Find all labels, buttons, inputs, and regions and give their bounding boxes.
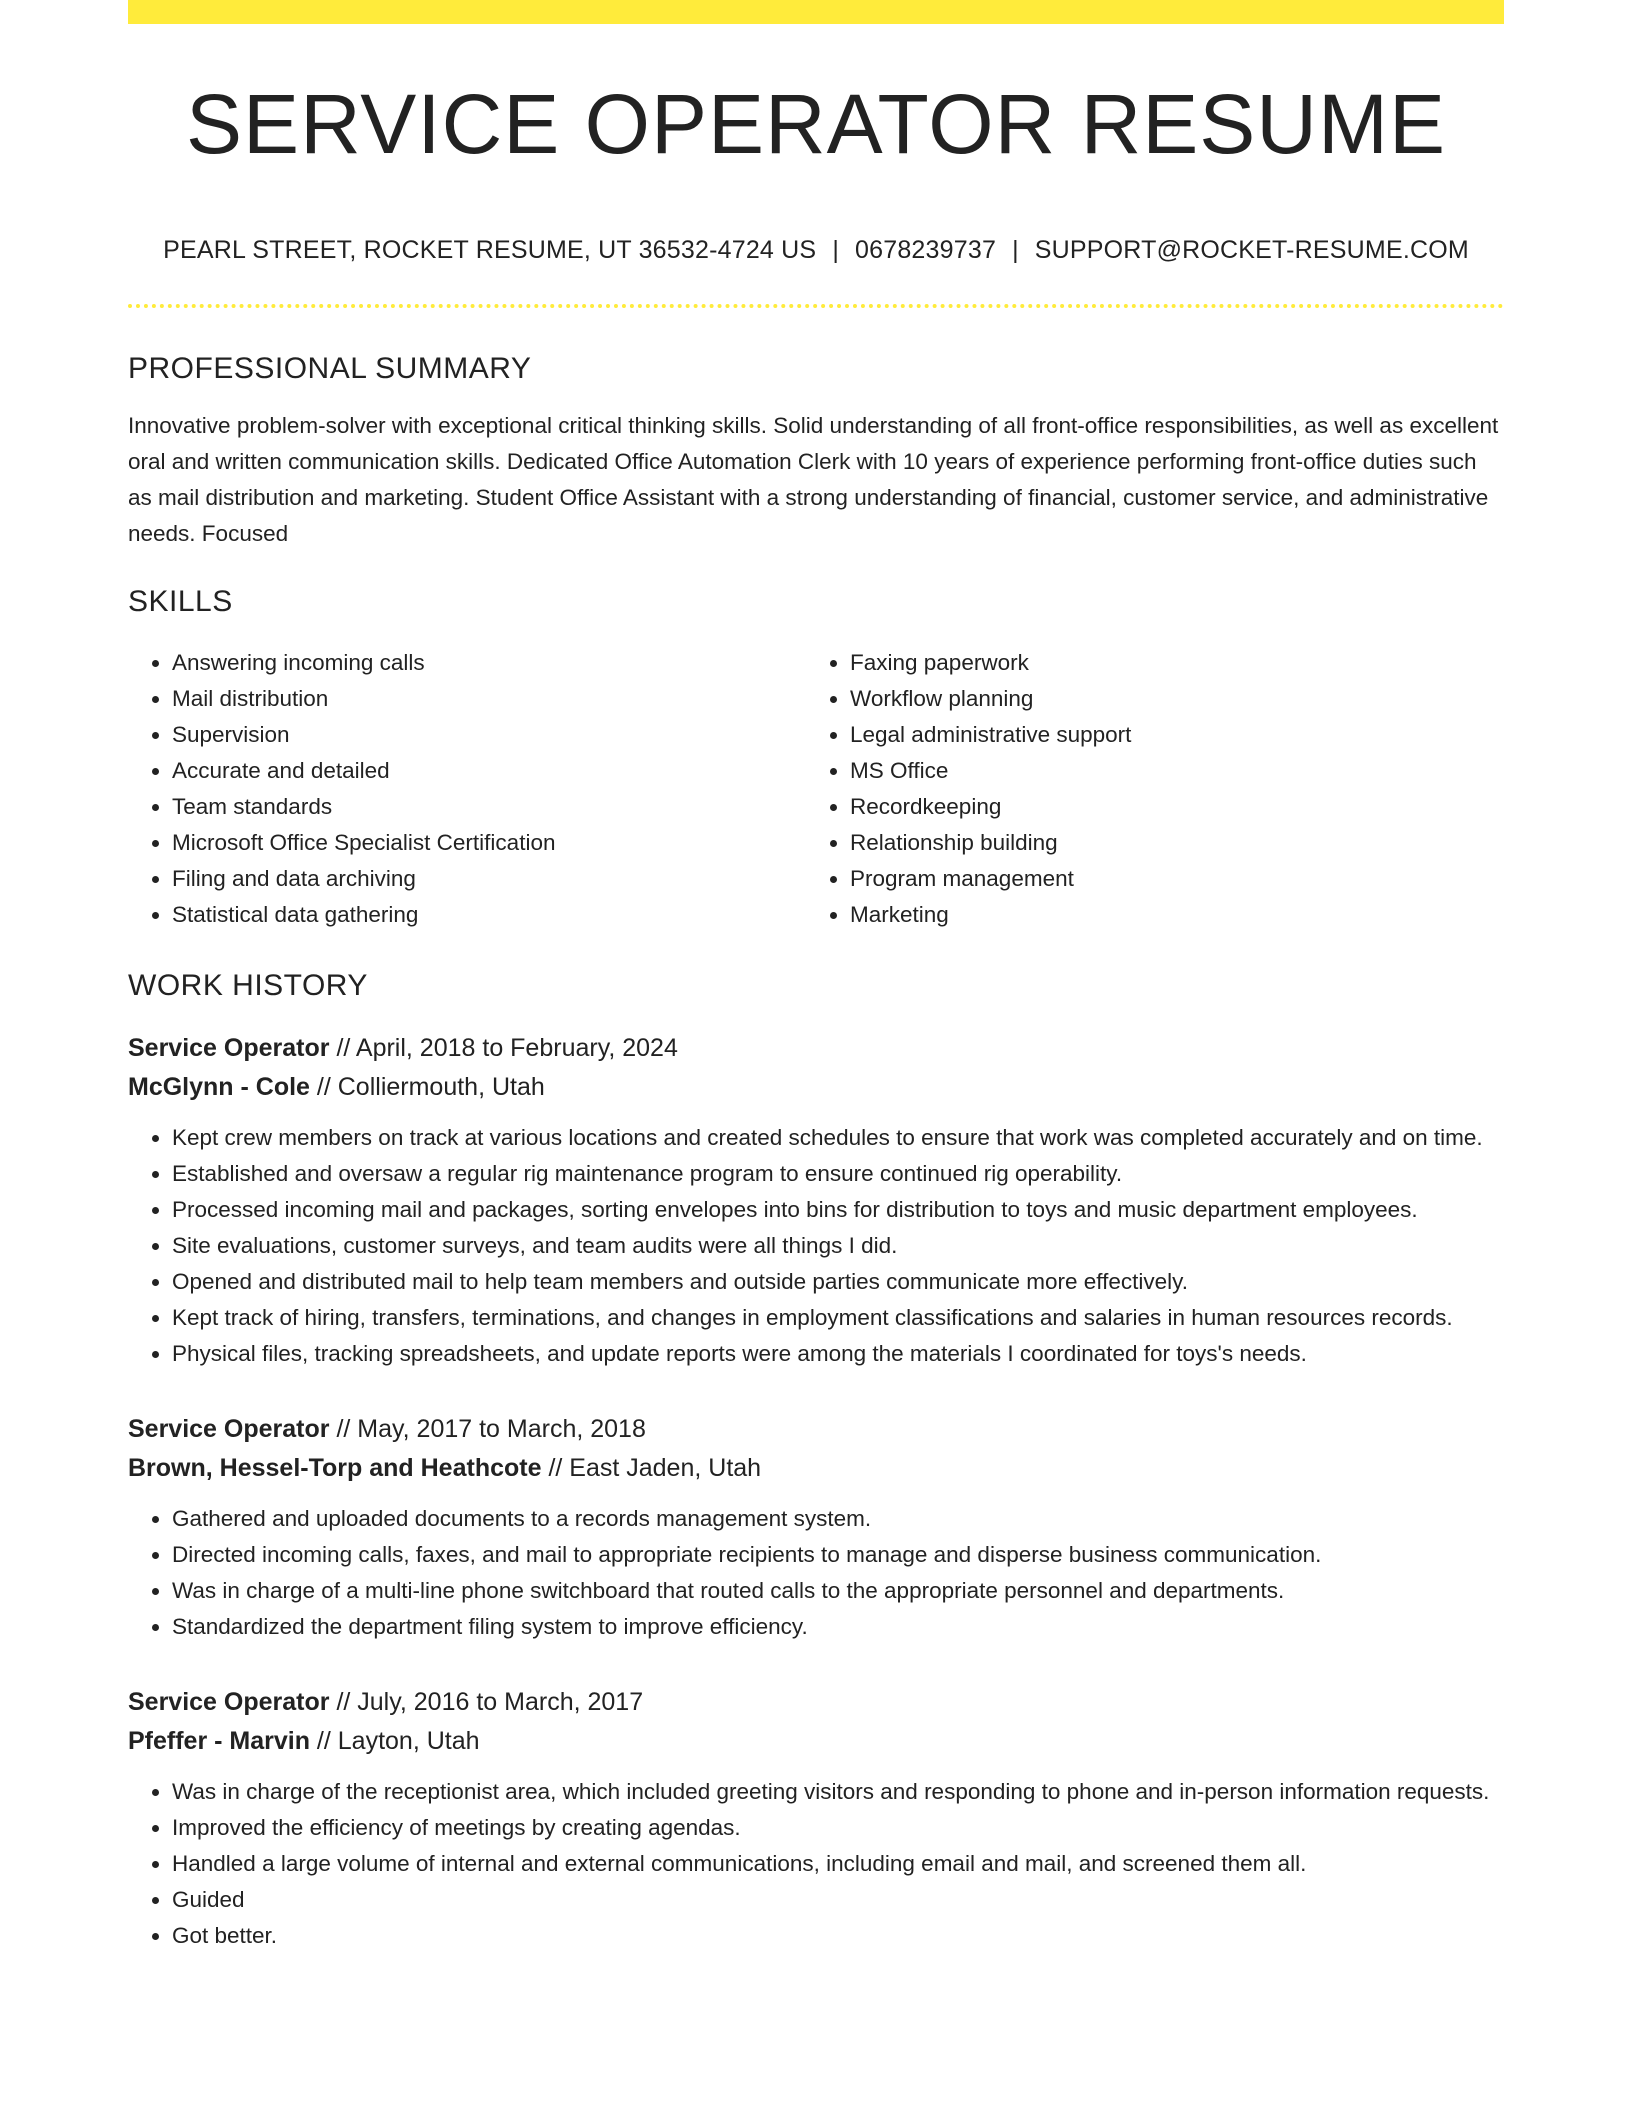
duty-item: • Guided	[172, 1882, 1504, 1918]
skills-heading: SKILLS	[128, 585, 233, 618]
skill-item: • Faxing paperwork	[850, 645, 1484, 681]
duty-item: • Opened and distributed mail to help team members and outside parties communicate more effectively.	[172, 1264, 1504, 1300]
address-text: PEARL STREET, ROCKET RESUME, UT 36532-4724 US	[163, 236, 817, 264]
job-location: // Colliermouth, Utah	[309, 1073, 545, 1101]
contact-separator: |	[832, 236, 840, 264]
accent-bar	[128, 0, 1504, 24]
job-company: Pfeffer - Marvin	[128, 1727, 310, 1755]
job-company: Brown, Hessel-Torp and Heathcote	[128, 1454, 542, 1482]
skills-list	[128, 645, 1504, 933]
skill-item: • Relationship building	[850, 825, 1484, 861]
contact-separator: |	[1012, 236, 1019, 264]
duty-item: • Improved the efficiency of meetings by creating agendas.	[172, 1810, 1504, 1846]
duty-item: • Physical files, tracking spreadsheets, and update reports were among the materials I coordinated for toys's needs.	[172, 1336, 1504, 1372]
skill-item: • Accurate and detailed	[172, 753, 806, 789]
job-duties	[128, 1501, 1504, 1645]
skill-item: • Legal administrative support	[850, 717, 1484, 753]
job-title-line	[128, 1410, 1504, 1449]
skill-item: • Marketing	[850, 897, 1484, 933]
duty-item: • Processed incoming mail and packages, sorting envelopes into bins for distribution to toys and music department employees.	[172, 1192, 1504, 1228]
job-title-line	[128, 1683, 1504, 1722]
job-dates: // May, 2017 to March, 2018	[329, 1415, 646, 1443]
skill-item: • Answering incoming calls	[172, 645, 806, 681]
duty-item: • Gathered and uploaded documents to a records management system.	[172, 1501, 1504, 1537]
job-title-line	[128, 1029, 1504, 1068]
skill-item: • Mail distribution	[172, 681, 806, 717]
summary-heading: PROFESSIONAL SUMMARY	[128, 352, 532, 385]
duty-item: • Site evaluations, customer surveys, and team audits were all things I did.	[172, 1228, 1504, 1264]
job-title: Service Operator	[128, 1688, 330, 1716]
skill-item: • Filing and data archiving	[172, 861, 806, 897]
duty-item: • Got better.	[172, 1918, 1504, 1954]
duty-item: • Handled a large volume of internal and external communications, including email and mail, and screened them all.	[172, 1846, 1504, 1882]
duty-item: • Established and oversaw a regular rig maintenance program to ensure continued rig operability.	[172, 1156, 1504, 1192]
job-entry	[128, 1410, 1504, 1645]
duty-item: • Kept track of hiring, transfers, terminations, and changes in employment classifications and salaries in human resources records.	[172, 1300, 1504, 1336]
skill-item: • Recordkeeping	[850, 789, 1484, 825]
job-duties	[128, 1120, 1504, 1372]
contact-info	[128, 236, 1504, 265]
job-title: Service Operator	[128, 1415, 330, 1443]
resume-page	[128, 0, 1504, 1954]
job-dates: // July, 2016 to March, 2017	[329, 1688, 644, 1716]
duty-item: • Was in charge of the receptionist area, which included greeting visitors and responding to phone and in-person information requests.	[172, 1774, 1504, 1810]
duty-item: • Standardized the department filing system to improve efficiency.	[172, 1609, 1504, 1645]
job-company-line	[128, 1449, 1504, 1488]
skill-item: • MS Office	[850, 753, 1484, 789]
job-company-line	[128, 1068, 1504, 1107]
duty-item: • Kept crew members on track at various locations and created schedules to ensure that work was completed accurately and on time.	[172, 1120, 1504, 1156]
job-location: // Layton, Utah	[309, 1727, 480, 1755]
skill-item: • Supervision	[172, 717, 806, 753]
job-entry	[128, 1683, 1504, 1954]
page-title: SERVICE OPERATOR RESUME	[186, 77, 1446, 171]
job-dates: // April, 2018 to February, 2024	[329, 1034, 678, 1062]
skill-item: • Program management	[850, 861, 1484, 897]
duty-item: • Directed incoming calls, faxes, and mail to appropriate recipients to manage and disperse business communication.	[172, 1537, 1504, 1573]
job-location: // East Jaden, Utah	[541, 1454, 762, 1482]
job-duties	[128, 1774, 1504, 1954]
email-link[interactable]: SUPPORT@ROCKET-RESUME.COM	[1034, 236, 1469, 264]
skill-item: • Workflow planning	[850, 681, 1484, 717]
duty-item: • Was in charge of a multi-line phone switchboard that routed calls to the appropriate personnel and departments.	[172, 1573, 1504, 1609]
summary-text: Innovative problem-solver with exceptional critical thinking skills. Solid understanding of all front-office responsibilities, as well as excellent oral and written communication skills. Dedicated Office Automation Clerk with 10 years of experience performing front-office duties such as mail distribution and marketing. Student Office Assistant with a strong understanding of financial, customer service, and administrative needs. Focused	[128, 413, 1499, 546]
skill-item: • Statistical data gathering	[172, 897, 806, 933]
job-title: Service Operator	[128, 1034, 330, 1062]
skill-item: • Team standards	[172, 789, 806, 825]
skills-column-left	[128, 645, 806, 933]
job-company-line	[128, 1722, 1504, 1761]
phone-text: 0678239737	[855, 236, 997, 264]
job-company: McGlynn - Cole	[128, 1073, 310, 1101]
work-history-heading: WORK HISTORY	[128, 969, 368, 1002]
skill-item: • Microsoft Office Specialist Certification	[172, 825, 806, 861]
skills-column-right	[806, 645, 1484, 933]
job-entry	[128, 1029, 1504, 1372]
dotted-divider	[128, 304, 1504, 308]
